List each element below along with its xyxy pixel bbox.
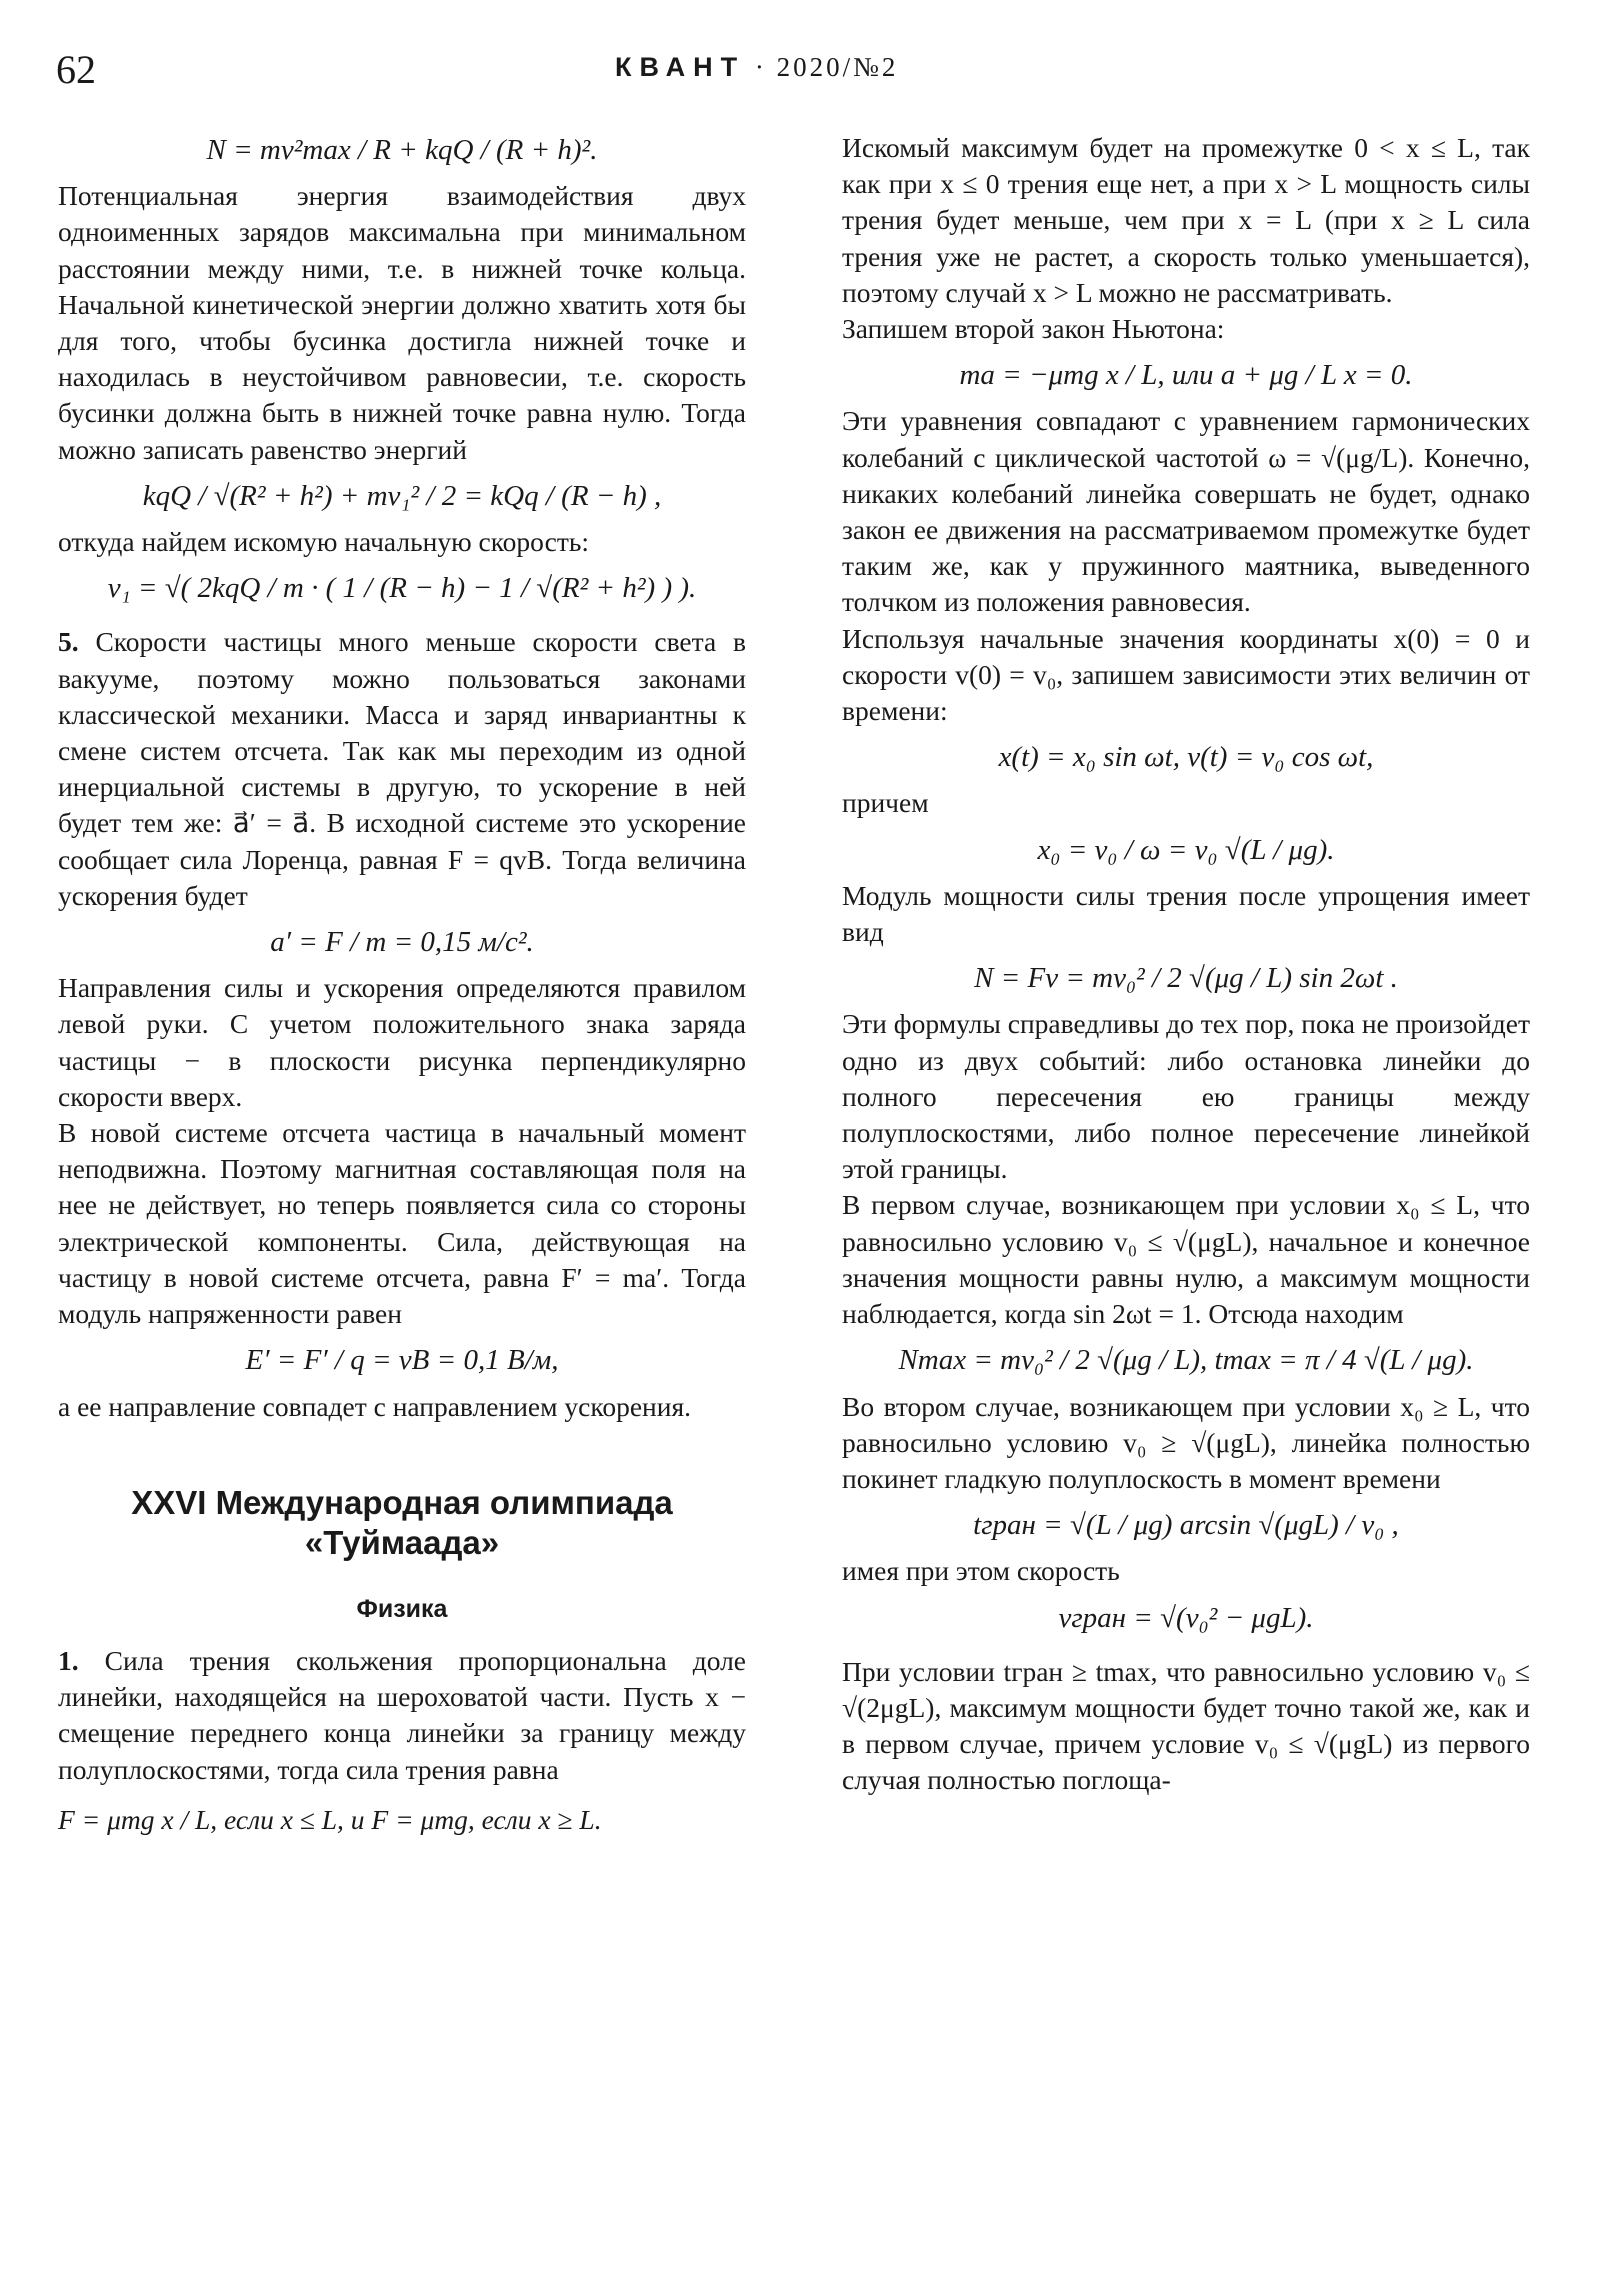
subsection-title: Физика [356,1594,448,1623]
paragraph: Искомый максимум будет на промежутке 0 < x ≤ L, так как при x ≤ 0 трения еще нет, а при x > L мощность силы трения будет меньше, чем при x = L (при x ≥ L сила трения уже не растет, а скорость только уменьшается), поэтому случай x > L можно не рассматривать. [842,132,1530,308]
paragraph-text: Скорости частицы много меньше скорости света в вакууме, поэтому можно пользоваться законами классической механики. Масса и заряд инвариантны к смене систем отсчета. Так как мы переходим из одной инерциальной системы в другую, то ускорение в ней будет тем же: a⃗′ = a⃗. В исходной системе это ускорение сообщает сила Лоренца, равная F = qvB. Тогда величина ускорения будет [58,626,747,911]
paragraph: откуда найдем искомую начальную скорость: [58,526,590,558]
equation: F = μmg x / L, если x ≤ L, и F = μmg, если x ≥ L. [58,1803,602,1835]
paragraph: В новой системе отсчета частица в начальный момент неподвижна. Поэтому магнитная составляющая поля на нее не действует, но теперь появляется сила со стороны электрической компоненты. Сила, действующая на частицу в новой системе отсчета, равна F′ = ma′. Тогда модуль напряженности равен [58,1117,746,1330]
paragraph: а ее направление совпадет с направлением ускорения. [58,1390,691,1422]
equation: ma = −μmg x / L, или a + μg / L x = 0. [959,359,1413,392]
page-number: 62 [56,47,96,92]
problem-number: 1. [58,1644,79,1676]
equation: N = mv²max / R + kqQ / (R + h)². [206,134,598,166]
paragraph-text: Сила трения скольжения пропорциональна доле линейки, находящейся на шероховатой части. Пусть x − смещение переднего конца линейки за границу между полуплоскостями, тогда сила трения равна [58,1644,747,1785]
paragraph [58,624,746,914]
section-title-line: «Туймаада» [304,1523,500,1561]
section-title [58,1483,746,1563]
section-title-line: XXVI Международная олимпиада [131,1483,673,1521]
equation: N = Fv = mv₀² / 2 √(μg / L) sin 2ωt . [974,962,1398,995]
equation: x₀ = v₀ / ω = v₀ √(L / μg). [1037,833,1335,866]
paragraph: Во втором случае, возникающем при условии x₀ ≥ L, что равносильно условию v₀ ≥ √(μgL), линейка полностью покинет гладкую полуплоскость в момент времени [842,1390,1530,1494]
issue-number: 2020/№2 [776,52,899,82]
equation: x(t) = x₀ sin ωt, v(t) = v₀ cos ωt, [998,741,1374,774]
paragraph: имея при этом скорость [842,1555,1120,1587]
paragraph: Потенциальная энергия взаимодействия двух одноименных зарядов максимальна при минимальном расстоянии между ними, т.е. в нижней точке кольца. Начальной кинетической энергии должно хватить хотя бы для того, чтобы бусинка достигла нижней точке и находилась в неустойчивом равновесии, т.е. скорость бусинки должна быть в нижней точке равна нулю. Тогда можно записать равенство энергий [58,180,746,465]
right-column [842,130,1530,1799]
paragraph: причем [842,787,929,819]
paragraph: Направления силы и ускорения определяются правилом левой руки. С учетом положительного знака заряда частицы − в плоскости рисунка перпендикулярно скорости вверх. [58,972,746,1112]
paragraph: Запишем второй закон Ньютона: [842,313,1225,345]
equation: E′ = F′ / q = vB = 0,1 В/м, [245,1344,559,1377]
paragraph [58,1643,746,1788]
problem-number: 5. [58,626,79,658]
journal-name: КВАНТ [615,52,746,82]
paragraph: Используя начальные значения координаты x(0) = 0 и скорости v(0) = v₀, запишем зависимости этих величин от времени: [842,622,1530,727]
header-separator: · [754,52,767,82]
running-head [615,52,898,83]
equation: Nmax = mv₀² / 2 √(μg / L), tmax = π / 4 √(L / μg). [898,1344,1474,1377]
paragraph: Модуль мощности силы трения после упрощения имеет вид [842,879,1530,948]
equation: kqQ / √(R² + h²) + mv₁² / 2 = kQq / (R − h) , [142,479,662,512]
equation: v₁ = √( 2kqQ / m · ( 1 / (R − h) − 1 / √(R² + h²) ) ). [107,572,697,605]
paragraph: Эти уравнения совпадают с уравнением гармонических колебаний с циклической частотой ω = √(μg/L). Конечно, никаких колебаний линейка совершать не будет, однако закон ее движения на рассматриваемом промежутке будет таким же, как у пружинного маятника, выведенного толчком из положения равновесия. [842,405,1530,618]
left-column [58,122,746,1838]
paragraph: В первом случае, возникающем при условии x₀ ≤ L, что равносильно условию v₀ ≤ √(μgL), начальное и конечное значения мощности равны нулю, а максимум мощности наблюдается, когда sin 2ωt = 1. Отсюда находим [842,1189,1530,1330]
equation: vгран = √(v₀² − μgL). [1058,1601,1314,1634]
paragraph: При условии tгран ≥ tmax, что равносильно условию v₀ ≤ √(2μgL), максимум мощности будет точно такой же, как и в первом случае, причем условие v₀ ≤ √(μgL) из первого случая полностью поглоща- [842,1655,1530,1796]
equation: tгран = √(L / μg) arcsin √(μgL) / v₀ , [973,1509,1399,1542]
paragraph: Эти формулы справедливы до тех пор, пока не произойдет одно из двух событий: либо остановка линейки до полного пересечения ею границы между полуплоскостями, либо полное пересечение линейкой этой границы. [842,1008,1530,1185]
equation: a′ = F / m = 0,15 м/с². [270,926,534,959]
